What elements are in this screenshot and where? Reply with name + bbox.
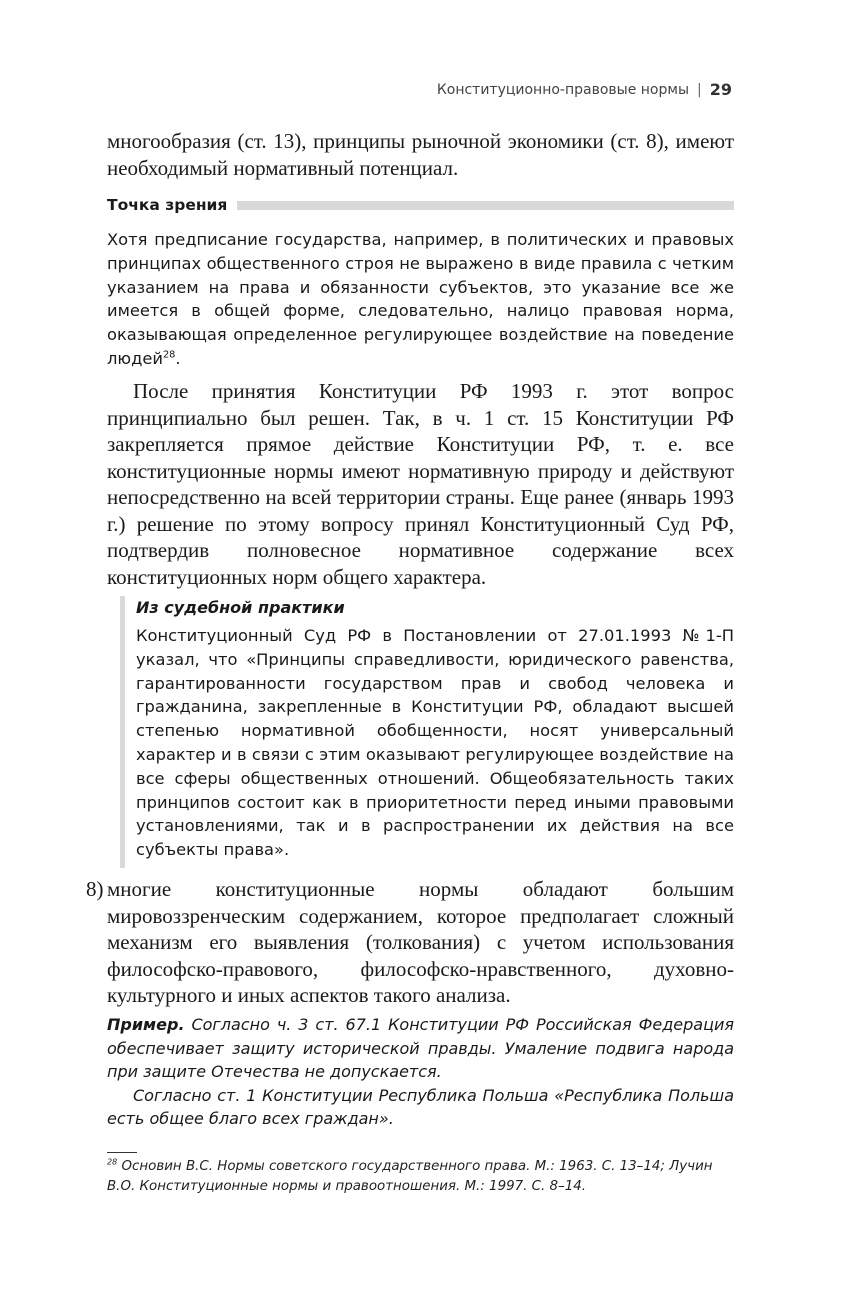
footnote-number: 28 <box>107 1157 118 1167</box>
list-item-number: 8) <box>86 877 104 901</box>
running-header <box>437 80 732 99</box>
court-practice-title: Из судебной практики <box>136 598 345 617</box>
footnote-ref-28[interactable]: 28 <box>162 349 176 361</box>
viewpoint-rule <box>237 201 734 210</box>
viewpoint-body: Хотя предписание государства, например, в политических и правовых принципах общественного строя не выражено в виде правила с четким указанием на права и обязанности субъектов, это указание все же имеется в общей форме, следовательно, налицо правовая норма, оказывающая определенное регулирующее воздействие на поведение людей <box>107 230 734 368</box>
viewpoint-heading <box>107 196 734 214</box>
paragraph-main: После принятия Конституции РФ 1993 г. этот вопрос принципиально был решен. Так, в ч. 1 ст. 15 Конституции РФ закрепляется прямое действие Конституции РФ, т. е. все конституционные нормы имеют нормативную природу и действуют непосредственно на всей территории страны. Еще ранее (январь 1993 г.) решение по этому вопросу принял Конституционный Суд РФ, подтвердив полновесное нормативное содержание всех конституционных норм общего характера. <box>107 379 734 589</box>
example-label: Пример. <box>107 1015 185 1034</box>
court-practice-box <box>120 596 734 868</box>
paragraph-continuation: многообразия (ст. 13), принципы рыночной экономики (ст. 8), имеют необходимый нормативный потенциал. <box>107 129 734 180</box>
list-item-text: многие конституционные нормы обладают большим мировоззренческим содержанием, которое предполагает сложный механизм его выявления (толкования) с учетом использования философско-правового, философско-нравственного, духовно-культурного и иных аспектов такого анализа. <box>107 877 734 1007</box>
example-text-1: Согласно ч. 3 ст. 67.1 Конституции РФ Российская Федерация обеспечивает защиту исторической правды. Умаление подвига народа при защите Отечества не допускается. <box>107 1015 734 1081</box>
viewpoint-text <box>107 228 734 371</box>
footnote-text: Основин В.С. Нормы советского государственного права. М.: 1963. С. 13–14; Лучин В.О. Конституционные нормы и правоотношения. М.: 1997. С. 8–14. <box>107 1159 713 1194</box>
viewpoint-title: Точка зрения <box>107 196 228 214</box>
header-separator: | <box>697 81 702 98</box>
page-number: 29 <box>709 80 732 99</box>
example-block <box>107 1013 734 1131</box>
example-paragraph-1 <box>107 1013 734 1084</box>
footnote-rule <box>107 1152 137 1153</box>
running-title: Конституционно-правовые нормы <box>436 81 690 98</box>
court-practice-text: Конституционный Суд РФ в Постановлении от 27.01.1993 №1-П указал, что «Принципы справедливости, юридического равенства, гарантированности государством прав и свобод человека и гражданина, закрепленные в Конституции РФ, обладают высшей степенью нормативной обобщенности, носят универсальный характер и в связи с этим оказывают регулирующее воздействие на все сферы общественных отношений. Общеобязательность таких принципов состоит как в приоритетности перед иными правовыми установлениями, так и в распространении их действия на все субъекты права». <box>136 626 734 860</box>
footnote-28 <box>107 1157 734 1197</box>
footnote <box>107 1157 734 1197</box>
example-paragraph-2: Согласно ст. 1 Конституции Республика Польша «Республика Польша есть общее благо всех граждан». <box>107 1085 734 1128</box>
viewpoint-end: . <box>175 348 181 368</box>
court-practice-rule <box>120 596 125 868</box>
